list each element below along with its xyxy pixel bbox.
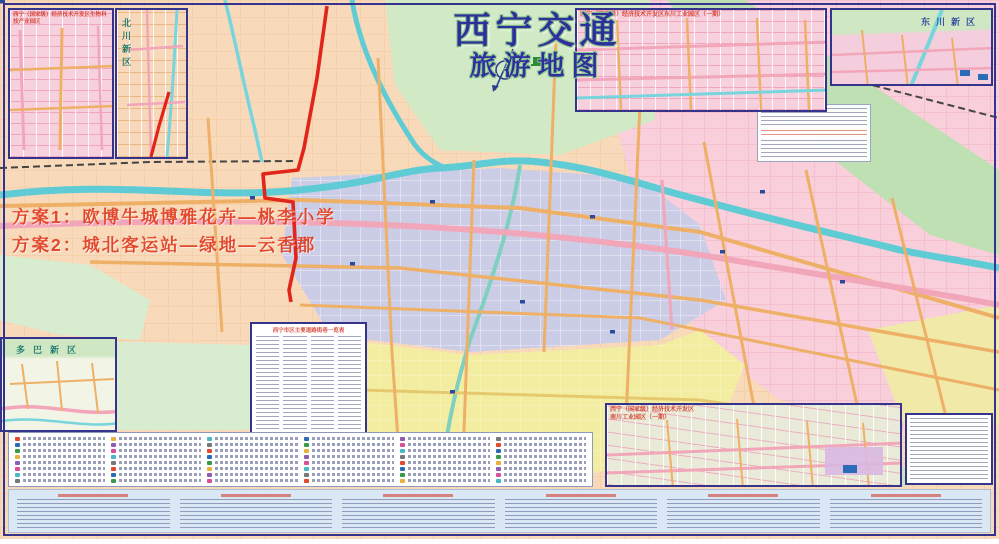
legend-label-text <box>504 479 586 482</box>
legend-label-text <box>312 479 394 482</box>
legend-label-text <box>408 437 490 440</box>
legend-item <box>400 472 490 477</box>
legend-item <box>400 478 490 483</box>
legend-label-text <box>312 449 394 452</box>
legend-label-text <box>408 467 490 470</box>
legend-symbol-icon <box>304 479 309 483</box>
bottom-text-block <box>830 494 983 528</box>
inset-beichuan-label: 北川新区 <box>121 18 131 70</box>
legend-label-text <box>504 461 586 464</box>
legend-symbol-icon <box>15 455 20 459</box>
roads-table-title: 西宁市区主要道路街巷一览表 <box>272 328 345 334</box>
legend-item <box>496 472 586 477</box>
legend-item <box>496 454 586 459</box>
legend-symbol-icon <box>15 479 20 483</box>
legend-item <box>207 448 297 453</box>
bottom-text-block <box>17 494 170 528</box>
legend-label-text <box>312 461 394 464</box>
bottom-text-block <box>342 494 495 528</box>
legend-symbol-icon <box>496 449 501 453</box>
notes-text-block-red <box>761 130 867 138</box>
legend-label-text <box>119 455 201 458</box>
legend-item <box>400 454 490 459</box>
map-title-line2: 旅游地图 <box>469 50 606 81</box>
legend-item <box>496 448 586 453</box>
legend-symbol-icon <box>304 473 309 477</box>
legend-label-text <box>215 443 297 446</box>
legend-item <box>304 448 394 453</box>
legend-item <box>207 454 297 459</box>
legend-label-text <box>215 449 297 452</box>
legend-symbol-icon <box>111 473 116 477</box>
map-title-block <box>430 12 645 82</box>
route-plan-2: 方案2：城北客运站—绿地—云香郡 <box>12 235 317 255</box>
legend-label-text <box>119 437 201 440</box>
legend-item <box>111 436 201 441</box>
legend-item <box>400 460 490 465</box>
legend-symbol-icon <box>111 455 116 459</box>
legend-symbol-icon <box>111 449 116 453</box>
legend-label-text <box>408 461 490 464</box>
legend-item <box>304 442 394 447</box>
legend-item <box>15 448 105 453</box>
legend-item <box>304 478 394 483</box>
legend-symbol-icon <box>496 473 501 477</box>
legend-label-text <box>23 449 105 452</box>
legend-item <box>111 442 201 447</box>
legend-label-text <box>23 479 105 482</box>
legend-symbol-icon <box>207 455 212 459</box>
legend-label-text <box>23 461 105 464</box>
legend-label-text <box>215 473 297 476</box>
legend-symbol-icon <box>111 467 116 471</box>
legend-symbol-icon <box>207 437 212 441</box>
legend-label-text <box>504 473 586 476</box>
roads-table-columns <box>252 335 365 433</box>
legend-item <box>496 436 586 441</box>
legend-label-text <box>408 479 490 482</box>
roads-table-col <box>311 336 334 432</box>
legend-symbol-icon <box>15 467 20 471</box>
bottom-text-strip <box>8 489 991 533</box>
legend-item <box>15 436 105 441</box>
inset-beichuan <box>115 8 188 159</box>
inset-nanchuan-title-line2: 南川工业园区（一期） <box>610 414 671 421</box>
legend-column <box>400 436 490 483</box>
legend-symbol-icon <box>304 449 309 453</box>
legend-symbol-icon <box>496 443 501 447</box>
legend-symbol-icon <box>496 461 501 465</box>
legend-label-text <box>312 443 394 446</box>
legend-item <box>400 466 490 471</box>
legend-label-text <box>408 449 490 452</box>
legend-item <box>207 472 297 477</box>
legend-label-text <box>119 473 201 476</box>
legend-label-text <box>23 455 105 458</box>
legend-symbol-icon <box>207 461 212 465</box>
legend-symbol-icon <box>496 455 501 459</box>
inset-dongchuan-label: 东川新区 <box>920 17 981 27</box>
notes-text-block-2 <box>761 140 867 158</box>
legend-item <box>15 478 105 483</box>
legend-symbol-icon <box>496 467 501 471</box>
legend-symbol-icon <box>304 437 309 441</box>
legend-item <box>207 442 297 447</box>
legend-label-text <box>23 467 105 470</box>
legend-symbol-icon <box>400 467 405 471</box>
legend-symbol-icon <box>111 443 116 447</box>
legend-item <box>496 478 586 483</box>
bottom-text-block <box>667 494 820 528</box>
roads-table-col <box>283 336 306 432</box>
legend-symbol-icon <box>15 437 20 441</box>
inset-biotech-art <box>10 10 114 157</box>
legend-label-text <box>312 467 394 470</box>
legend-symbol-icon <box>496 479 501 483</box>
legend-symbol-icon <box>304 443 309 447</box>
legend-label-text <box>215 461 297 464</box>
legend-symbol-icon <box>207 467 212 471</box>
legend-symbol-icon <box>400 473 405 477</box>
inset-dongchuan-industrial-title: 西宁（国家级）经济技术开发区东川工业园区（一期） <box>580 12 725 18</box>
legend-item <box>111 478 201 483</box>
legend-item <box>15 442 105 447</box>
legend-item <box>111 472 201 477</box>
roads-table-panel <box>250 322 367 437</box>
legend-label-text <box>408 455 490 458</box>
roads-table-col <box>256 336 279 432</box>
legend-label-text <box>23 443 105 446</box>
inset-biotech-park <box>8 8 114 159</box>
map-title-line1: 西宁交通 <box>453 10 622 51</box>
bottom-text-block <box>180 494 333 528</box>
legend-symbol-icon <box>496 437 501 441</box>
legend-symbol-icon <box>304 467 309 471</box>
legend-symbol-icon <box>304 461 309 465</box>
legend-label-text <box>408 443 490 446</box>
legend-label-text <box>504 449 586 452</box>
legend-item <box>15 454 105 459</box>
roads-table-col <box>338 336 361 432</box>
legend-label-text <box>215 467 297 470</box>
legend-item <box>207 460 297 465</box>
legend-column <box>207 436 297 483</box>
legend-column <box>496 436 586 483</box>
legend-symbol-icon <box>207 473 212 477</box>
legend-symbol-icon <box>400 461 405 465</box>
legend-symbol-icon <box>111 479 116 483</box>
inset-nanchuan-industrial <box>605 403 902 487</box>
legend-label-text <box>119 467 201 470</box>
legend-item <box>304 472 394 477</box>
legend-label-text <box>504 443 586 446</box>
legend-label-text <box>504 455 586 458</box>
legend-label-text <box>119 443 201 446</box>
legend-symbol-icon <box>207 443 212 447</box>
legend-label-text <box>312 455 394 458</box>
legend-label-text <box>215 455 297 458</box>
legend-column <box>304 436 394 483</box>
legend-item <box>207 466 297 471</box>
inset-biotech-title: 西宁（国家级）经济技术开发区生物科技产业园区 <box>13 12 107 25</box>
legend-symbol-icon <box>111 437 116 441</box>
legend-symbol-icon <box>400 479 405 483</box>
legend-item <box>304 454 394 459</box>
legend-item <box>15 466 105 471</box>
legend-label-text <box>312 437 394 440</box>
legend-symbol-icon <box>111 461 116 465</box>
bottom-text-block <box>505 494 658 528</box>
legend-item <box>207 478 297 483</box>
legend-item <box>111 448 201 453</box>
legend-item <box>304 436 394 441</box>
notes-panel <box>757 104 871 162</box>
legend-symbol-icon <box>400 455 405 459</box>
inset-duoba-label: 多巴新区 <box>16 345 85 355</box>
legend-symbol-icon <box>400 437 405 441</box>
legend-item <box>207 436 297 441</box>
legend-item <box>15 460 105 465</box>
right-notes-text <box>910 418 988 480</box>
legend-symbol-icon <box>304 455 309 459</box>
legend-item <box>304 466 394 471</box>
legend-item <box>111 454 201 459</box>
legend-label-text <box>408 473 490 476</box>
legend-label-text <box>23 473 105 476</box>
inset-duoba <box>0 337 117 432</box>
legend-column <box>111 436 201 483</box>
legend-item <box>496 466 586 471</box>
legend-label-text <box>215 437 297 440</box>
legend-item <box>304 460 394 465</box>
right-notes-panel <box>905 413 993 485</box>
legend-label-text <box>119 479 201 482</box>
legend-symbol-icon <box>400 449 405 453</box>
legend-symbol-icon <box>207 449 212 453</box>
legend-item <box>15 472 105 477</box>
route-plan-overlay <box>12 203 336 259</box>
legend-item <box>400 448 490 453</box>
legend-item <box>496 442 586 447</box>
legend-label-text <box>119 449 201 452</box>
legend-symbol-icon <box>15 449 20 453</box>
legend-symbol-icon <box>15 473 20 477</box>
legend-label-text <box>23 437 105 440</box>
legend-label-text <box>504 437 586 440</box>
legend-label-text <box>504 467 586 470</box>
route-plan-1: 方案1：欧博牛城博雅花卉—桃李小学 <box>12 207 336 227</box>
inset-nanchuan-title-line1: 西宁（国家级）经济技术开发区 <box>610 407 695 413</box>
legend-symbol-icon <box>15 443 20 447</box>
inset-dongchuan <box>830 8 993 86</box>
legend-item <box>111 460 201 465</box>
legend-item <box>496 460 586 465</box>
legend-symbol-icon <box>207 479 212 483</box>
legend-label-text <box>119 461 201 464</box>
legend-item <box>400 436 490 441</box>
legend-label-text <box>215 479 297 482</box>
legend-strip <box>8 432 593 487</box>
legend-item <box>111 466 201 471</box>
legend-item <box>400 442 490 447</box>
legend-symbol-icon <box>15 461 20 465</box>
legend-symbol-icon <box>400 443 405 447</box>
legend-label-text <box>312 473 394 476</box>
legend-column <box>15 436 105 483</box>
